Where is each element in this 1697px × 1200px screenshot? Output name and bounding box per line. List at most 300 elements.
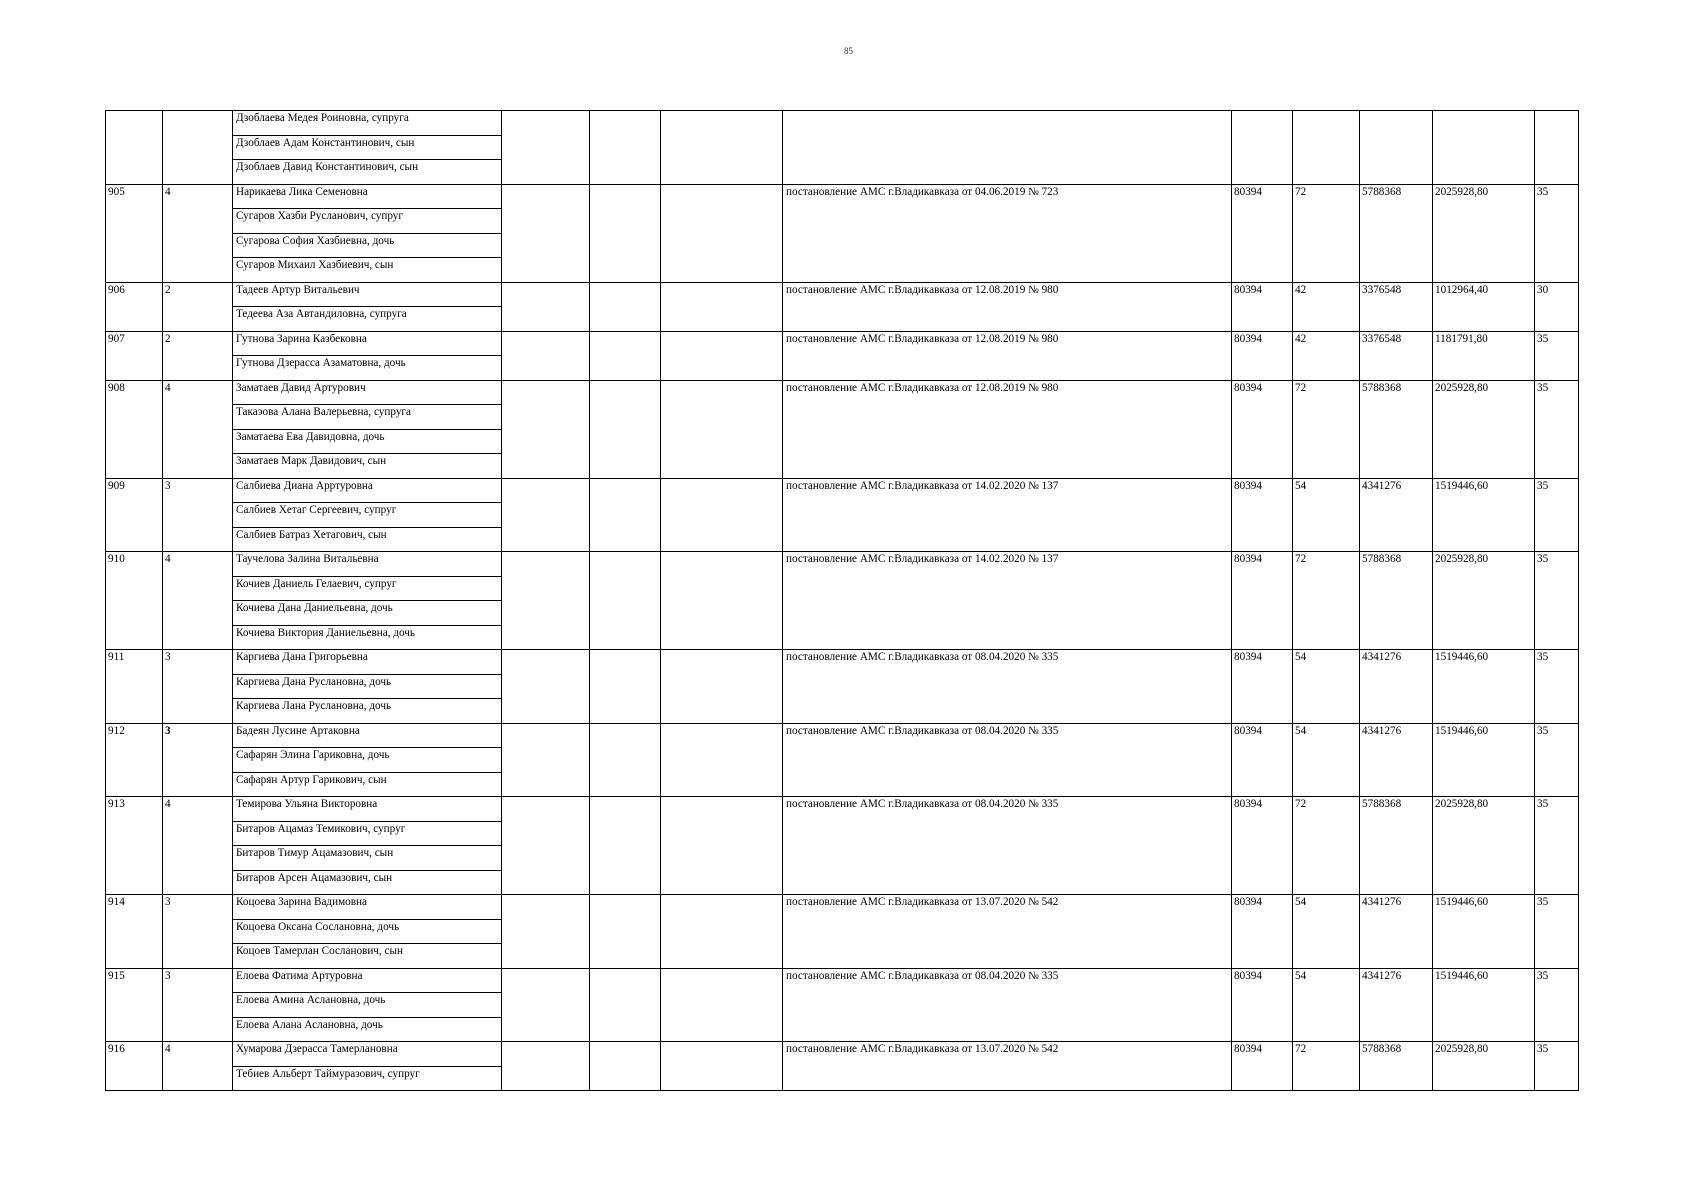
subsidy-cell	[1433, 454, 1535, 479]
decree-cell	[783, 503, 1232, 528]
empty-cell	[590, 405, 661, 430]
area-cell	[1232, 846, 1293, 871]
family-size-cell	[163, 160, 233, 185]
size-cell	[1293, 209, 1360, 234]
decree-cell: постановление АМС г.Владикавказа от 08.04.2020 № 335	[783, 650, 1232, 675]
cost-cell: 4341276	[1360, 968, 1433, 993]
cost-cell: 4341276	[1360, 723, 1433, 748]
area-cell	[1232, 1017, 1293, 1042]
empty-cell	[590, 748, 661, 773]
member-name-cell: Тебиев Альберт Таймуразович, супруг	[233, 1066, 502, 1091]
family-size-cell	[163, 429, 233, 454]
subsidy-cell	[1433, 944, 1535, 969]
cost-cell: 4341276	[1360, 650, 1433, 675]
decree-cell	[783, 674, 1232, 699]
family-size-cell: 3	[163, 650, 233, 675]
subsidy-cell	[1433, 527, 1535, 552]
cost-cell	[1360, 870, 1433, 895]
area-cell: 80394	[1232, 1042, 1293, 1067]
member-name-cell: Дзоблаев Давид Константинович, сын	[233, 160, 502, 185]
family-size-cell	[163, 454, 233, 479]
empty-cell	[502, 993, 590, 1018]
subsidy-cell	[1433, 576, 1535, 601]
empty-cell	[590, 1066, 661, 1091]
family-size-cell: 3	[163, 478, 233, 503]
empty-cell	[502, 797, 590, 822]
member-name-cell: Сугаров Хазби Русланович, супруг	[233, 209, 502, 234]
empty-cell	[502, 209, 590, 234]
empty-cell	[502, 772, 590, 797]
empty-cell	[661, 307, 783, 332]
member-name-cell: Каргиева Дана Руслановна, дочь	[233, 674, 502, 699]
member-row	[106, 993, 1579, 1018]
record-row	[106, 797, 1579, 822]
empty-cell	[502, 135, 590, 160]
subsidy-cell	[1433, 1066, 1535, 1091]
family-size-cell: 4	[163, 184, 233, 209]
empty-cell	[590, 723, 661, 748]
empty-cell	[590, 527, 661, 552]
size-cell	[1293, 405, 1360, 430]
subsidy-cell	[1433, 993, 1535, 1018]
family-size-cell	[163, 993, 233, 1018]
percent-cell: 35	[1535, 797, 1579, 822]
empty-cell	[502, 111, 590, 136]
record-number-cell	[106, 674, 163, 699]
empty-cell	[661, 601, 783, 626]
empty-cell	[590, 331, 661, 356]
cost-cell	[1360, 1017, 1433, 1042]
subsidy-cell	[1433, 258, 1535, 283]
subsidy-cell: 1519446,60	[1433, 650, 1535, 675]
member-row	[106, 821, 1579, 846]
member-name-cell: Салбиева Диана Арртуровна	[233, 478, 502, 503]
record-row	[106, 552, 1579, 577]
empty-cell	[590, 307, 661, 332]
record-row	[106, 968, 1579, 993]
family-size-cell	[163, 699, 233, 724]
size-cell: 54	[1293, 968, 1360, 993]
record-number-cell	[106, 258, 163, 283]
empty-cell	[502, 1066, 590, 1091]
member-row	[106, 527, 1579, 552]
member-row	[106, 601, 1579, 626]
member-row	[106, 699, 1579, 724]
size-cell	[1293, 625, 1360, 650]
record-number-cell	[106, 1017, 163, 1042]
decree-cell	[783, 258, 1232, 283]
cost-cell	[1360, 429, 1433, 454]
area-cell: 80394	[1232, 650, 1293, 675]
cost-cell	[1360, 748, 1433, 773]
empty-cell	[590, 111, 661, 136]
member-name-cell: Дзоблаева Медея Роиновна, супруга	[233, 111, 502, 136]
area-cell: 80394	[1232, 797, 1293, 822]
decree-cell	[783, 233, 1232, 258]
empty-cell	[590, 552, 661, 577]
decree-cell: постановление АМС г.Владикавказа от 04.06.2019 № 723	[783, 184, 1232, 209]
empty-cell	[661, 797, 783, 822]
subsidy-cell: 1519446,60	[1433, 723, 1535, 748]
member-row	[106, 576, 1579, 601]
subsidy-cell: 2025928,80	[1433, 1042, 1535, 1067]
subsidy-cell	[1433, 135, 1535, 160]
record-row	[106, 282, 1579, 307]
percent-cell	[1535, 601, 1579, 626]
percent-cell	[1535, 993, 1579, 1018]
record-row	[106, 478, 1579, 503]
empty-cell	[661, 748, 783, 773]
record-row	[106, 111, 1579, 136]
decree-cell	[783, 307, 1232, 332]
cost-cell: 5788368	[1360, 1042, 1433, 1067]
record-row	[106, 1042, 1579, 1067]
percent-cell	[1535, 527, 1579, 552]
size-cell	[1293, 258, 1360, 283]
record-number-cell	[106, 821, 163, 846]
record-number-cell	[106, 772, 163, 797]
cost-cell: 5788368	[1360, 380, 1433, 405]
record-number-cell: 911	[106, 650, 163, 675]
cost-cell	[1360, 307, 1433, 332]
area-cell	[1232, 821, 1293, 846]
percent-cell	[1535, 209, 1579, 234]
size-cell: 42	[1293, 282, 1360, 307]
area-cell	[1232, 625, 1293, 650]
member-name-cell: Коцоева Оксана Сослановна, дочь	[233, 919, 502, 944]
subsidy-cell	[1433, 699, 1535, 724]
size-cell	[1293, 233, 1360, 258]
subsidy-cell: 2025928,80	[1433, 552, 1535, 577]
family-size-cell	[163, 1017, 233, 1042]
subsidy-cell: 1012964,40	[1433, 282, 1535, 307]
cost-cell	[1360, 993, 1433, 1018]
cost-cell	[1360, 160, 1433, 185]
subsidy-cell	[1433, 601, 1535, 626]
area-cell: 80394	[1232, 282, 1293, 307]
record-number-cell: 905	[106, 184, 163, 209]
empty-cell	[661, 331, 783, 356]
family-size-cell	[163, 527, 233, 552]
size-cell: 54	[1293, 895, 1360, 920]
family-size-cell	[163, 209, 233, 234]
subsidy-cell	[1433, 160, 1535, 185]
decree-cell: постановление АМС г.Владикавказа от 08.04.2020 № 335	[783, 968, 1232, 993]
empty-cell	[502, 331, 590, 356]
empty-cell	[661, 699, 783, 724]
size-cell	[1293, 527, 1360, 552]
size-cell	[1293, 846, 1360, 871]
empty-cell	[661, 674, 783, 699]
size-cell	[1293, 135, 1360, 160]
member-row	[106, 405, 1579, 430]
decree-cell: постановление АМС г.Владикавказа от 14.02.2020 № 137	[783, 552, 1232, 577]
empty-cell	[590, 674, 661, 699]
cost-cell: 5788368	[1360, 797, 1433, 822]
member-row	[106, 160, 1579, 185]
family-size-cell	[163, 307, 233, 332]
percent-cell: 35	[1535, 968, 1579, 993]
subsidy-cell	[1433, 748, 1535, 773]
percent-cell	[1535, 625, 1579, 650]
empty-cell	[661, 356, 783, 381]
decree-cell	[783, 1066, 1232, 1091]
subsidy-cell	[1433, 919, 1535, 944]
percent-cell	[1535, 233, 1579, 258]
cost-cell: 3376548	[1360, 331, 1433, 356]
empty-cell	[661, 135, 783, 160]
percent-cell: 30	[1535, 282, 1579, 307]
empty-cell	[661, 772, 783, 797]
record-number-cell	[106, 111, 163, 136]
percent-cell	[1535, 919, 1579, 944]
cost-cell	[1360, 919, 1433, 944]
family-size-cell	[163, 870, 233, 895]
size-cell: 42	[1293, 331, 1360, 356]
percent-cell	[1535, 576, 1579, 601]
member-name-cell: Кочиев Даниель Гелаевич, супруг	[233, 576, 502, 601]
subsidy-cell	[1433, 209, 1535, 234]
area-cell	[1232, 527, 1293, 552]
cost-cell	[1360, 135, 1433, 160]
empty-cell	[661, 846, 783, 871]
area-cell	[1232, 454, 1293, 479]
area-cell	[1232, 699, 1293, 724]
member-row	[106, 135, 1579, 160]
decree-cell	[783, 625, 1232, 650]
subsidy-cell	[1433, 625, 1535, 650]
cost-cell	[1360, 674, 1433, 699]
empty-cell	[590, 846, 661, 871]
member-row	[106, 625, 1579, 650]
family-size-cell: 4	[163, 552, 233, 577]
empty-cell	[502, 258, 590, 283]
empty-cell	[661, 405, 783, 430]
decree-cell	[783, 111, 1232, 136]
family-size-cell	[163, 846, 233, 871]
cost-cell	[1360, 821, 1433, 846]
percent-cell: 35	[1535, 478, 1579, 503]
subsidy-cell	[1433, 503, 1535, 528]
empty-cell	[590, 968, 661, 993]
empty-cell	[590, 944, 661, 969]
member-row	[106, 503, 1579, 528]
cost-cell	[1360, 233, 1433, 258]
member-row	[106, 674, 1579, 699]
area-cell: 80394	[1232, 184, 1293, 209]
cost-cell: 4341276	[1360, 478, 1433, 503]
member-name-cell: Гутнова Дзерасса Азаматовна, дочь	[233, 356, 502, 381]
decree-cell	[783, 405, 1232, 430]
size-cell	[1293, 429, 1360, 454]
member-name-cell: Елоева Фатима Артуровна	[233, 968, 502, 993]
empty-cell	[661, 1066, 783, 1091]
family-size-cell: 4	[163, 1042, 233, 1067]
empty-cell	[661, 233, 783, 258]
empty-cell	[661, 625, 783, 650]
area-cell	[1232, 1066, 1293, 1091]
size-cell: 54	[1293, 478, 1360, 503]
empty-cell	[661, 919, 783, 944]
family-size-cell	[163, 503, 233, 528]
record-row	[106, 650, 1579, 675]
decree-cell	[783, 772, 1232, 797]
decree-cell: постановление АМС г.Владикавказа от 12.08.2019 № 980	[783, 282, 1232, 307]
family-size-cell	[163, 674, 233, 699]
empty-cell	[661, 821, 783, 846]
member-name-cell: Сафарян Артур Гарикович, сын	[233, 772, 502, 797]
member-row	[106, 748, 1579, 773]
size-cell	[1293, 772, 1360, 797]
percent-cell	[1535, 699, 1579, 724]
cost-cell	[1360, 576, 1433, 601]
empty-cell	[590, 625, 661, 650]
record-number-cell: 909	[106, 478, 163, 503]
records-body	[106, 111, 1579, 1091]
member-row	[106, 258, 1579, 283]
member-name-cell: Салбиев Батраз Хетагович, сын	[233, 527, 502, 552]
percent-cell	[1535, 258, 1579, 283]
percent-cell	[1535, 772, 1579, 797]
decree-cell: постановление АМС г.Владикавказа от 08.04.2020 № 335	[783, 797, 1232, 822]
record-number-cell	[106, 454, 163, 479]
record-number-cell	[106, 919, 163, 944]
record-number-cell	[106, 160, 163, 185]
cost-cell	[1360, 356, 1433, 381]
record-row	[106, 895, 1579, 920]
area-cell	[1232, 356, 1293, 381]
percent-cell: 35	[1535, 552, 1579, 577]
area-cell	[1232, 429, 1293, 454]
record-number-cell	[106, 944, 163, 969]
area-cell	[1232, 405, 1293, 430]
subsidy-cell	[1433, 429, 1535, 454]
empty-cell	[590, 258, 661, 283]
empty-cell	[590, 209, 661, 234]
empty-cell	[661, 895, 783, 920]
area-cell	[1232, 944, 1293, 969]
family-size-cell: 3	[163, 723, 233, 748]
subsidy-cell	[1433, 870, 1535, 895]
family-size-cell	[163, 748, 233, 773]
empty-cell	[590, 503, 661, 528]
size-cell	[1293, 503, 1360, 528]
empty-cell	[590, 380, 661, 405]
percent-cell: 35	[1535, 650, 1579, 675]
empty-cell	[661, 380, 783, 405]
decree-cell	[783, 209, 1232, 234]
record-number-cell	[106, 233, 163, 258]
cost-cell	[1360, 846, 1433, 871]
family-size-cell	[163, 944, 233, 969]
percent-cell	[1535, 429, 1579, 454]
size-cell: 72	[1293, 552, 1360, 577]
empty-cell	[502, 625, 590, 650]
family-size-cell	[163, 821, 233, 846]
member-row	[106, 846, 1579, 871]
empty-cell	[590, 478, 661, 503]
member-row	[106, 1017, 1579, 1042]
empty-cell	[502, 748, 590, 773]
size-cell	[1293, 1017, 1360, 1042]
cost-cell	[1360, 405, 1433, 430]
member-name-cell: Таучелова Залина Витальевна	[233, 552, 502, 577]
percent-cell	[1535, 454, 1579, 479]
area-cell	[1232, 993, 1293, 1018]
decree-cell	[783, 356, 1232, 381]
percent-cell: 35	[1535, 895, 1579, 920]
area-cell	[1232, 870, 1293, 895]
empty-cell	[661, 160, 783, 185]
area-cell	[1232, 772, 1293, 797]
family-size-cell	[163, 258, 233, 283]
empty-cell	[590, 282, 661, 307]
subsidy-cell	[1433, 846, 1535, 871]
record-number-cell	[106, 748, 163, 773]
record-number-cell	[106, 429, 163, 454]
decree-cell	[783, 846, 1232, 871]
empty-cell	[502, 429, 590, 454]
member-name-cell: Кочиева Виктория Даниельевна, дочь	[233, 625, 502, 650]
empty-cell	[502, 846, 590, 871]
size-cell: 54	[1293, 650, 1360, 675]
empty-cell	[590, 1042, 661, 1067]
empty-cell	[661, 111, 783, 136]
empty-cell	[590, 797, 661, 822]
member-name-cell: Сафарян Элина Гариковна, дочь	[233, 748, 502, 773]
cost-cell	[1360, 601, 1433, 626]
record-row	[106, 723, 1579, 748]
family-size-cell	[163, 625, 233, 650]
member-name-cell: Битаров Тимур Ацамазович, сын	[233, 846, 502, 871]
empty-cell	[661, 993, 783, 1018]
record-number-cell	[106, 576, 163, 601]
size-cell	[1293, 601, 1360, 626]
empty-cell	[661, 527, 783, 552]
size-cell	[1293, 699, 1360, 724]
percent-cell	[1535, 160, 1579, 185]
family-size-cell: 4	[163, 797, 233, 822]
area-cell: 80394	[1232, 331, 1293, 356]
member-name-cell: Темирова Ульяна Викторовна	[233, 797, 502, 822]
empty-cell	[590, 650, 661, 675]
subsidy-cell: 1181791,80	[1433, 331, 1535, 356]
decree-cell	[783, 821, 1232, 846]
subsidy-cell: 2025928,80	[1433, 797, 1535, 822]
empty-cell	[502, 601, 590, 626]
record-number-cell	[106, 870, 163, 895]
family-size-cell: 3	[163, 968, 233, 993]
empty-cell	[502, 233, 590, 258]
area-cell: 80394	[1232, 723, 1293, 748]
cost-cell	[1360, 209, 1433, 234]
empty-cell	[502, 184, 590, 209]
decree-cell: постановление АМС г.Владикавказа от 13.07.2020 № 542	[783, 895, 1232, 920]
record-number-cell	[106, 527, 163, 552]
record-number-cell	[106, 209, 163, 234]
empty-cell	[661, 870, 783, 895]
percent-cell	[1535, 503, 1579, 528]
record-row	[106, 184, 1579, 209]
member-name-cell: Салбиев Хетаг Сергеевич, супруг	[233, 503, 502, 528]
family-size-cell	[163, 772, 233, 797]
empty-cell	[661, 1017, 783, 1042]
cost-cell	[1360, 772, 1433, 797]
subsidy-cell	[1433, 356, 1535, 381]
family-size-cell	[163, 111, 233, 136]
decree-cell	[783, 748, 1232, 773]
empty-cell	[661, 258, 783, 283]
